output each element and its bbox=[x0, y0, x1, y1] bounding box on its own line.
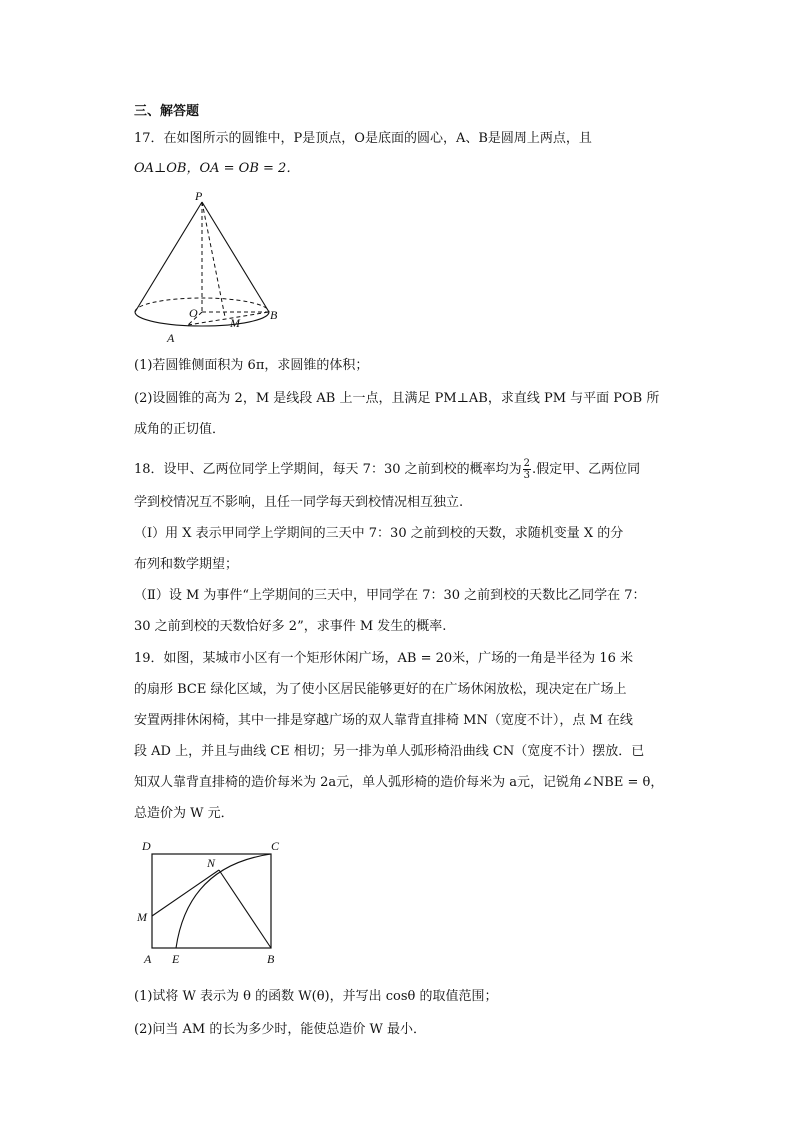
q19-stem-line3: 安置两排休闲椅，其中一排是穿越广场的双人靠背直排椅 MN（宽度不计），点 M 在线 bbox=[134, 713, 633, 728]
label-n: N bbox=[207, 856, 216, 870]
q17-part2-line2: 成角的正切值． bbox=[134, 422, 226, 437]
q19-stem-line1: 19．如图，某城市小区有一个矩形休闲广场，AB = 20米，广场的一角是半径为 16 米 bbox=[134, 651, 633, 666]
q18-stem-text-after: .假定甲、乙两位同 bbox=[532, 462, 641, 477]
q18-part1-line2: 布列和数学期望； bbox=[134, 557, 239, 572]
q18-part1-line1: （Ⅰ）用 X 表示甲同学上学期间的三天中 7：30 之前到校的天数，求随机变量 X 的分 bbox=[134, 526, 624, 541]
plaza-figure bbox=[130, 836, 300, 971]
label-d: D bbox=[142, 839, 151, 853]
cone-left-slant bbox=[135, 202, 202, 312]
q17-part2-line1: (2)设圆锥的高为 2，M 是线段 AB 上一点，且满足 PM⊥AB，求直线 PM 与平面 POB 所 bbox=[134, 391, 660, 406]
q18-stem-line2: 学到校情况互不影响，且任一同学每天到校情况相互独立. bbox=[134, 495, 464, 510]
label-c: C bbox=[271, 839, 280, 853]
q18-stem-line1 bbox=[134, 458, 640, 481]
q19-stem-line2: 的扇形 BCE 绿化区域，为了使小区居民能够更好的在广场休闲放松，现决定在广场上 bbox=[134, 682, 627, 697]
label-m: M bbox=[137, 910, 147, 924]
label-e: E bbox=[172, 952, 180, 966]
q19-stem-line4: 段 AD 上，并且与曲线 CE 相切；另一排为单人弧形椅沿曲线 CN（宽度不计）摆放．已 bbox=[134, 744, 645, 759]
label-o: O bbox=[189, 306, 198, 320]
segment-pm bbox=[202, 202, 225, 317]
label-b: B bbox=[267, 952, 275, 966]
q18-part2-line1: （Ⅱ）设 M 为事件“上学期间的三天中，甲同学在 7：30 之前到校的天数比乙同学在 7： bbox=[134, 588, 646, 603]
label-p: P bbox=[195, 189, 203, 203]
label-b: B bbox=[270, 308, 278, 322]
section-title: 三、解答题 bbox=[134, 104, 200, 119]
label-a: A bbox=[144, 952, 152, 966]
probability-fraction bbox=[523, 458, 531, 481]
cone-right-slant bbox=[202, 202, 269, 312]
fraction-numerator: 2 bbox=[523, 458, 530, 469]
q17-part1: (1)若圆锥侧面积为 6π，求圆锥的体积； bbox=[134, 358, 369, 373]
label-a: A bbox=[167, 331, 175, 345]
arc-ce bbox=[176, 854, 271, 948]
q17-stem-line1: 17．在如图所示的圆锥中，P是顶点，O是底面的圆心，A、B是圆周上两点，且 bbox=[134, 131, 592, 146]
q19-stem-line5: 知双人靠背直排椅的造价每米为 2a元，单人弧形椅的造价每米为 a元，记锐角∠NBE = θ， bbox=[134, 775, 664, 790]
fraction-denominator: 3 bbox=[523, 470, 530, 481]
segment-mn bbox=[152, 870, 219, 916]
q18-stem-text-before: 18．设甲、乙两位同学上学期间，每天 7：30 之前到校的概率均为 bbox=[134, 462, 522, 477]
q19-part1: (1)试将 W 表示为 θ 的函数 W(θ)，并写出 cosθ 的取值范围； bbox=[134, 989, 498, 1004]
segment-nb bbox=[219, 870, 271, 948]
cone-base-front-arc bbox=[135, 312, 269, 326]
q19-part2: (2)问当 AM 的长为多少时，能使总造价 W 最小． bbox=[134, 1022, 427, 1037]
cone-figure bbox=[120, 186, 300, 346]
q18-part2-line2: 30 之前到校的天数恰好多 2”，求事件 M 发生的概率. bbox=[134, 619, 447, 634]
q17-stem-line2: OA⊥OB，OA = OB = 2． bbox=[134, 161, 300, 176]
label-m: M bbox=[230, 316, 240, 330]
q19-stem-line6: 总造价为 W 元． bbox=[134, 806, 234, 821]
